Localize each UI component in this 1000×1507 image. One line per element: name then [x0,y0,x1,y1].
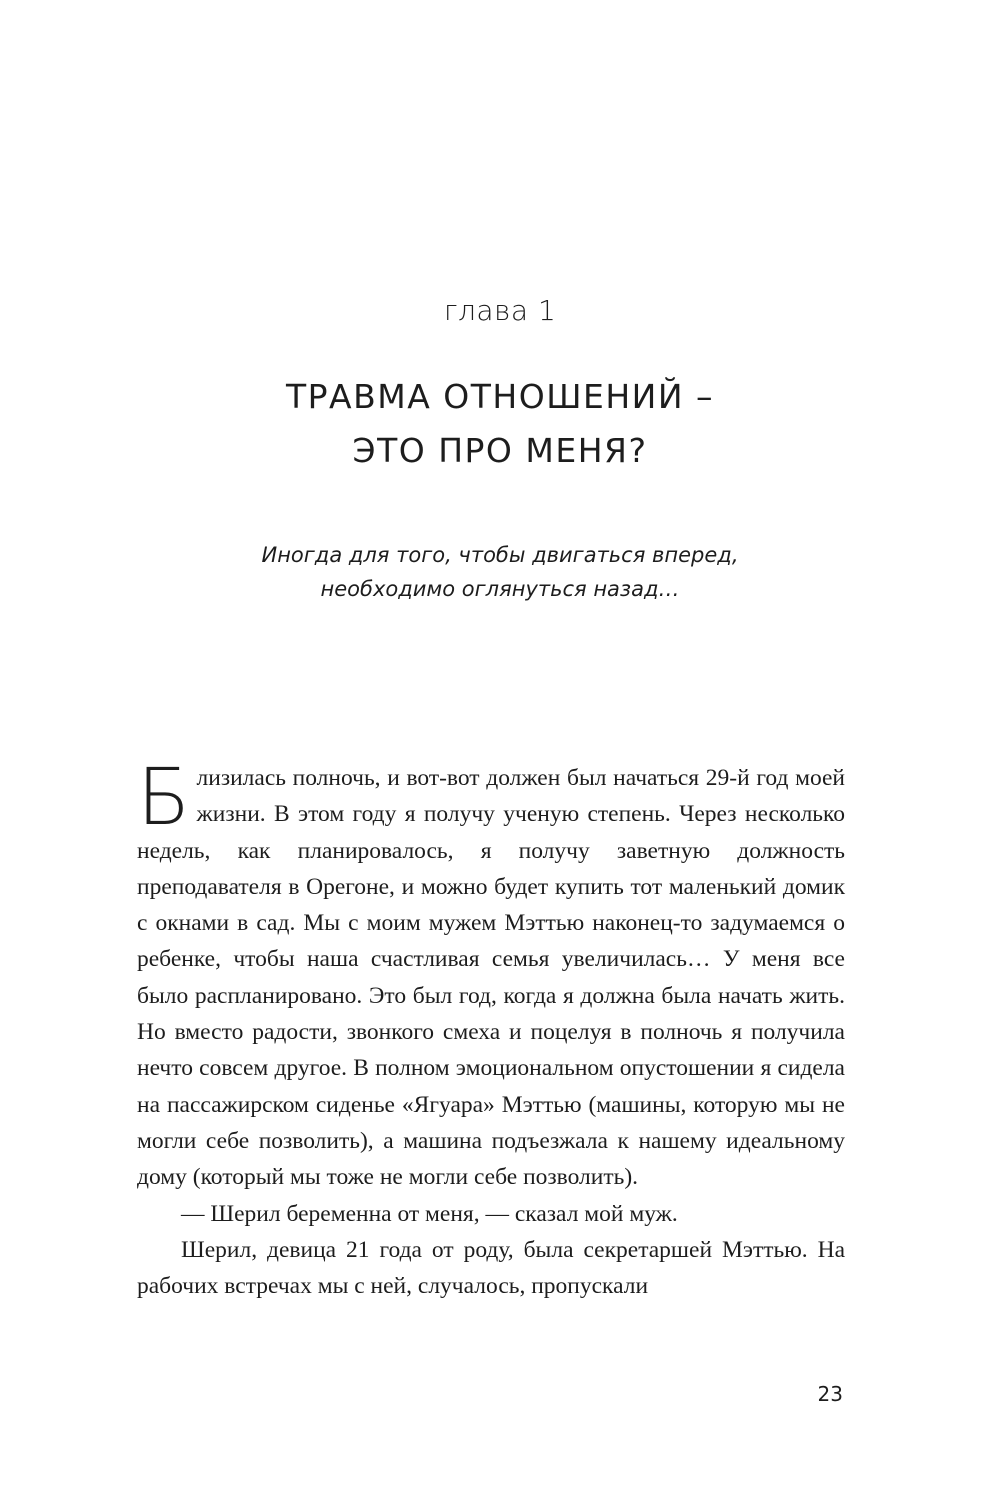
paragraph-1-text: лизилась полночь, и вот-вот должен был начаться 29-й год моей жизни. В этом году я получу ученую степень. Через несколько недель, как планировалось, я получу заветную должность преподавателя в Орегоне, и можно будет купить тот маленький домик с окнами в сад. Мы с моим мужем Мэттью наконец-то задумаемся о ребенке, чтобы наша счастливая семья увеличилась… У меня все было распланировано. Это был год, когда я должна была начать жить. Но вместо радости, звонкого смеха и поцелуя в полночь я получила нечто совсем другое. В полном эмоциональном опустошении я сидела на пассажирском сиденье «Ягуара» Мэттью (машины, которую мы не могли себе позволить), а машина подъезжала к нашему идеальному дому (который мы тоже не могли себе позволить). [137,765,845,1191]
epigraph-line-1: Иногда для того, чтобы двигаться вперед, [261,543,739,567]
chapter-title-line-2: ЭТО ПРО МЕНЯ? [352,431,648,470]
paragraph-2: — Шерил беременна от меня, — сказал мой муж. [181,1200,678,1227]
drop-cap: Б [137,753,191,843]
chapter-label: глава 1 [443,294,557,327]
paragraph-1 [137,753,845,1196]
body-text [137,753,845,1304]
chapter-title [0,370,1000,478]
epigraph [0,538,1000,606]
page-number: 23 [817,1382,843,1406]
paragraph-3: Шерил, девица 21 года от роду, была секретаршей Мэттью. На рабочих встречах мы с ней, случалось, пропускали [137,1236,845,1300]
chapter-title-line-1: ТРАВМА ОТНОШЕНИЙ – [285,377,715,416]
epigraph-line-2: необходимо оглянуться назад… [320,577,680,601]
